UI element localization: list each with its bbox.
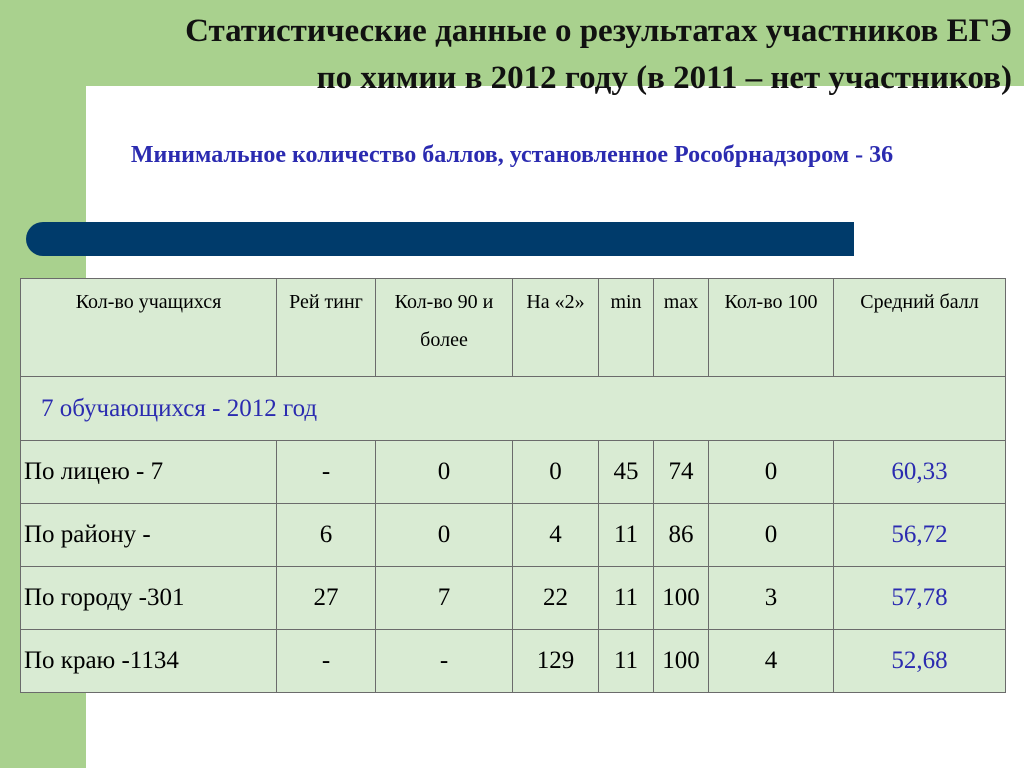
header-100-count: Кол-во 100 — [709, 279, 834, 377]
cell-100-count: 4 — [709, 630, 834, 693]
cell-100-count: 0 — [709, 441, 834, 504]
header-rating: Рей тинг — [277, 279, 376, 377]
cell-90-plus: 0 — [376, 504, 513, 567]
decor-blue-bar — [26, 222, 854, 256]
cell-average: 56,72 — [834, 504, 1006, 567]
cell-rating: - — [277, 441, 376, 504]
cell-max: 100 — [654, 630, 709, 693]
table-row — [21, 630, 1006, 693]
header-min: min — [599, 279, 654, 377]
cell-min: 45 — [599, 441, 654, 504]
section-row — [21, 377, 1006, 441]
table-header-row — [21, 279, 1006, 377]
cell-rating: - — [277, 630, 376, 693]
title-line-1: Статистические данные о результатах участников ЕГЭ — [185, 13, 1012, 49]
cell-average: 60,33 — [834, 441, 1006, 504]
header-90-plus: Кол-во 90 и более — [376, 279, 513, 377]
cell-min: 11 — [599, 504, 654, 567]
header-max: max — [654, 279, 709, 377]
cell-rating: 27 — [277, 567, 376, 630]
cell-label: По району - — [21, 504, 277, 567]
cell-90-plus: - — [376, 630, 513, 693]
results-table — [20, 278, 1006, 693]
table-row — [21, 441, 1006, 504]
cell-100-count: 0 — [709, 504, 834, 567]
cell-grade-2: 0 — [513, 441, 599, 504]
cell-grade-2: 22 — [513, 567, 599, 630]
cell-label: По городу -301 — [21, 567, 277, 630]
section-label: 7 обучающихся - 2012 год — [21, 377, 1006, 441]
cell-label: По лицею - 7 — [21, 441, 277, 504]
cell-max: 74 — [654, 441, 709, 504]
cell-max: 86 — [654, 504, 709, 567]
cell-90-plus: 0 — [376, 441, 513, 504]
header-students: Кол-во учащихся — [21, 279, 277, 377]
cell-rating: 6 — [277, 504, 376, 567]
cell-90-plus: 7 — [376, 567, 513, 630]
cell-average: 57,78 — [834, 567, 1006, 630]
table-row — [21, 567, 1006, 630]
header-average: Средний балл — [834, 279, 1006, 377]
table-row — [21, 504, 1006, 567]
cell-100-count: 3 — [709, 567, 834, 630]
cell-grade-2: 129 — [513, 630, 599, 693]
subtitle: Минимальное количество баллов, установленное Рособрнадзором - 36 — [130, 142, 894, 168]
title-line-2: по химии в 2012 году (в 2011 – нет участников) — [316, 60, 1012, 96]
cell-min: 11 — [599, 567, 654, 630]
header-grade-2: На «2» — [513, 279, 599, 377]
cell-grade-2: 4 — [513, 504, 599, 567]
cell-max: 100 — [654, 567, 709, 630]
cell-average: 52,68 — [834, 630, 1006, 693]
cell-min: 11 — [599, 630, 654, 693]
cell-label: По краю -1134 — [21, 630, 277, 693]
page-title — [14, 8, 1012, 102]
